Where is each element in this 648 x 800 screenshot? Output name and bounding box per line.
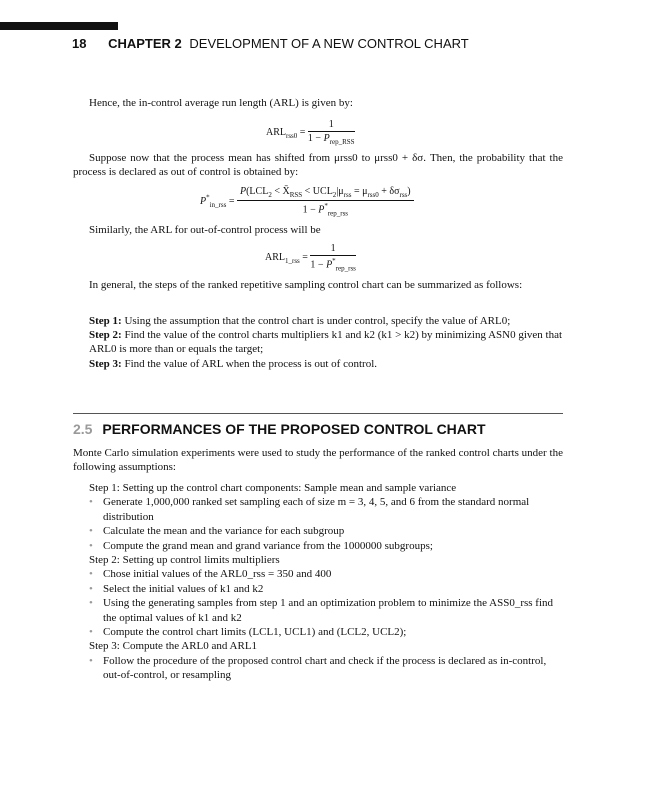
- equation-probability: $P^*_{in\_rss}$ = $\frac{P(LCL_2 < X̄_{RSS} < UCL_2|\mu_{rss} = \mu_{rss0} + \delta\sigma_{rss})}{1 - P^*_{rep\_rss}}$: [200, 186, 414, 217]
- section-divider: [73, 413, 563, 414]
- paragraph-shift: Suppose now that the process mean has shifted from μrss0 to μrss0 + δσ. Then, the probability that the process is declared as out of control is obtained by:: [73, 152, 563, 179]
- list-step-1: Step 1: Setting up the control chart components: Sample mean and sample variance: [89, 482, 457, 494]
- section-heading: [73, 421, 486, 437]
- list-item: • Select the initial values of k1 and k2: [89, 582, 563, 596]
- list-item: • Generate 1,000,000 ranked set sampling each of size m = 3, 4, 5, and 6 from the standard normal distribution: [89, 495, 563, 524]
- step-1: [89, 314, 565, 328]
- list-step-2: Step 2: Setting up control limits multipliers: [89, 554, 280, 567]
- step-2: [89, 328, 565, 357]
- step-3-text: Find the value of ARL when the process is out of control.: [124, 358, 378, 370]
- list-item: • Compute the control chart limits (LCL1, UCL1) and (LCL2, UCL2);: [89, 625, 563, 639]
- procedure-list: [89, 481, 563, 683]
- section-title: PERFORMANCES OF THE PROPOSED CONTROL CHART: [102, 421, 486, 437]
- list-item: • Using the generating samples from step 1 and an optimization problem to minimize the ASS0_rss find the optimal values of k1 and k2: [89, 596, 563, 625]
- step-2-text: Find the value of the control charts multipliers k1 and k2 (k1 > k2) by minimizing ASN0 given that ARL0 is more than or equals the target;: [89, 329, 563, 356]
- list-item: • Follow the procedure of the proposed control chart and check if the process is declared as in-control, out-of-control, or resampling: [89, 654, 563, 683]
- paragraph-steps-intro: In general, the steps of the ranked repetitive sampling control chart can be summarized as follows:: [89, 279, 523, 291]
- step-1-text: Using the assumption that the control chart is under control, specify the value of ARL0;: [124, 315, 511, 327]
- list-item: • Chose initial values of the ARL0_rss = 350 and 400: [89, 567, 563, 581]
- step-1-label: Step 1:: [89, 315, 122, 327]
- page-number: 18: [72, 36, 87, 51]
- equation-arl0: $ARL_{rss0}$ = $\frac{1}{1 - P_{rep\_RSS}}$: [266, 119, 355, 146]
- step-3: [89, 357, 565, 371]
- step-2-label: Step 2:: [89, 329, 122, 341]
- list-item: • Calculate the mean and the variance for each subgroup: [89, 524, 563, 538]
- running-header: [72, 36, 469, 51]
- equation-arl1: $ARL_{1\_rss}$ = $\frac{1}{1 - P^*_{rep\_rss}}$: [265, 243, 356, 273]
- paragraph-simulation: Monte Carlo simulation experiments were used to study the performance of the ranked control charts under the following assumptions:: [73, 447, 563, 474]
- chapter-title: DEVELOPMENT OF A NEW CONTROL CHART: [189, 36, 469, 51]
- chapter-label: CHAPTER 2: [108, 36, 182, 51]
- paragraph-arl-out: Similarly, the ARL for out-of-control process will be: [89, 224, 321, 236]
- list-step-3: Step 3: Compute the ARL0 and ARL1: [89, 640, 258, 653]
- section-number: 2.5: [73, 421, 93, 437]
- step-3-label: Step 3:: [89, 358, 122, 370]
- list-item: • Compute the grand mean and grand variance from the 1000000 subgroups;: [89, 539, 563, 553]
- paragraph-arl-intro: Hence, the in-control average run length (ARL) is given by:: [89, 97, 353, 109]
- header-bar: [0, 22, 118, 30]
